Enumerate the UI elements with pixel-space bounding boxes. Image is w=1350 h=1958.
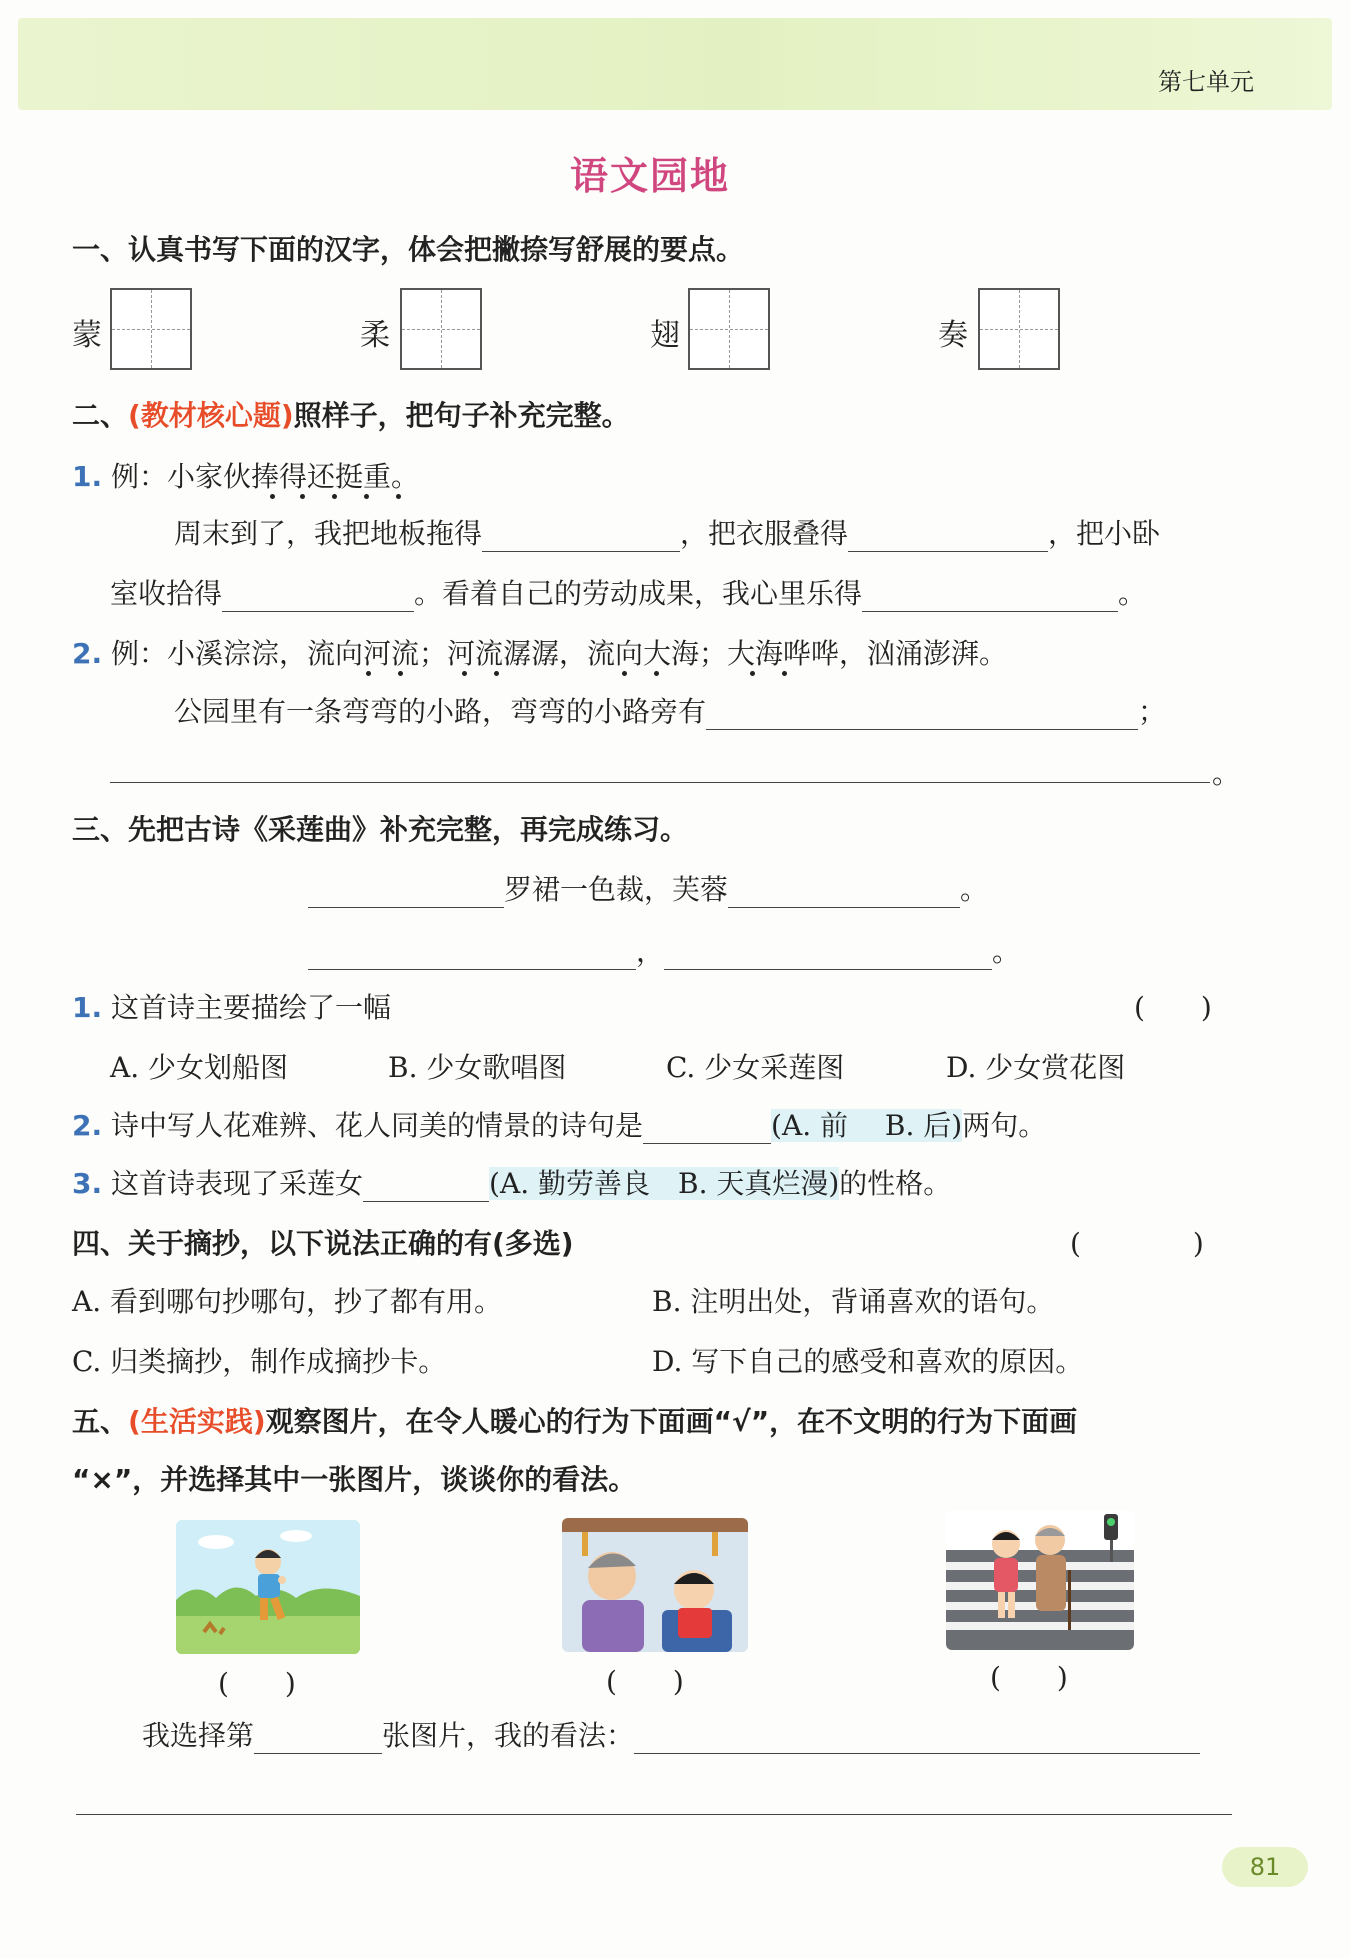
opinion-blank-2[interactable] [76,1814,1232,1815]
section-2-tag: (教材核心题) [128,399,294,432]
section-4-answer-paren[interactable]: ( ) [1070,1227,1204,1260]
q2-1-text-f: 。 [1118,577,1147,610]
emphasis-dot [366,671,371,676]
char-3: 翅 [650,318,680,353]
picture-1-answer-paren[interactable]: ( ) [218,1667,296,1700]
poem-blank-1[interactable] [308,877,504,908]
emphasis-dot [332,494,337,499]
section-5-tag: (生活实践) [128,1405,266,1438]
q3-2-number: 2. [72,1109,103,1142]
poem-comma: ， [636,935,665,968]
q2-2-period: 。 [1212,757,1241,790]
q3-3-options: (A. 勤劳善良 B. 天真烂漫) [489,1167,840,1200]
q2-2-semicolon: ； [1138,695,1167,728]
writing-grid-3[interactable] [688,288,770,370]
choose-text-b: 张图片，我的看法： [382,1719,635,1752]
q2-1-text-d: 室收拾得 [110,577,223,610]
s4-option-d: D. 写下自己的感受和喜欢的原因。 [652,1345,1084,1378]
char-1: 蒙 [72,318,102,353]
q2-1-blank-3[interactable] [222,581,414,612]
q3-2-blank[interactable] [643,1113,771,1144]
q3-3-blank[interactable] [363,1171,489,1202]
q2-2-blank-2[interactable] [110,782,1210,783]
emphasis-dot [622,671,627,676]
q3-3-line [72,1162,951,1202]
q2-2-line1 [174,690,1166,730]
s4-option-b: B. 注明出处，背诵喜欢的语句。 [652,1285,1055,1318]
picture-3-crosswalk [946,1510,1134,1650]
q3-2-line [72,1104,1046,1144]
picture-3-answer-paren[interactable]: ( ) [990,1661,1068,1694]
poem-period-2: 。 [992,935,1021,968]
q3-1-option-c: C. 少女采莲图 [666,1051,845,1084]
section-3-heading: 三、先把古诗《采莲曲》补充完整，再完成练习。 [72,813,689,846]
q2-1-blank-2[interactable] [848,521,1048,552]
emphasis-dot [364,494,369,499]
char-2: 柔 [360,318,390,353]
q2-1-line2 [110,572,1146,612]
opinion-blank-1[interactable] [634,1723,1200,1754]
section-5-prefix: 五、 [72,1405,129,1438]
emphasis-dot [398,671,403,676]
picture-2-bus-seat [562,1518,748,1652]
q3-1-line [72,986,391,1026]
q2-2-blank-1[interactable] [706,699,1138,730]
section-2-prefix: 二、 [72,399,129,432]
emphasis-dot [782,671,787,676]
section-5-text-1: 观察图片，在令人暖心的行为下面画“√”，在不文明的行为下面画 [265,1405,1078,1438]
q3-1-text: 这首诗主要描绘了一幅 [111,991,392,1024]
q3-1-number: 1. [72,991,103,1024]
q2-2-text: 公园里有一条弯弯的小路，弯弯的小路旁有 [174,695,707,728]
q2-1-example: 例：小家伙捧得还挺重。 [111,460,420,493]
section-2-text: 照样子，把句子补充完整。 [293,399,630,432]
q2-2-example: 例：小溪淙淙，流向河流；河流潺潺，流向大海；大海哗哗，汹涌澎湃。 [111,637,1008,670]
q3-3-text-a: 这首诗表现了采莲女 [111,1167,364,1200]
poem-line-2 [308,930,1020,970]
q3-2-text-a: 诗中写人花难辨、花人同美的情景的诗句是 [111,1109,644,1142]
emphasis-dot [396,494,401,499]
section-5-heading-2: “×”，并选择其中一张图片，谈谈你的看法。 [72,1463,637,1496]
s4-option-c: C. 归类摘抄，制作成摘抄卡。 [72,1345,447,1378]
writing-grid-2[interactable] [400,288,482,370]
section-5-heading-1 [72,1400,1077,1440]
q3-1-option-a: A. 少女划船图 [110,1051,289,1084]
picture-2-answer-paren[interactable]: ( ) [606,1665,684,1698]
section-1-heading: 一、认真书写下面的汉字，体会把撇捺写舒展的要点。 [72,233,745,266]
poem-blank-4[interactable] [664,939,992,970]
emphasis-dot [654,671,659,676]
s4-option-a: A. 看到哪句抄哪句，抄了都有用。 [72,1285,503,1318]
choose-text-a: 我选择第 [142,1719,255,1752]
q2-1-blank-1[interactable] [482,521,680,552]
q2-1-text-a: 周末到了，我把地板拖得 [174,517,483,550]
q3-1-option-d: D. 少女赏花图 [946,1051,1126,1084]
q2-1-blank-4[interactable] [862,581,1118,612]
poem-blank-2[interactable] [728,877,960,908]
writing-grid-1[interactable] [110,288,192,370]
poem-text: 罗裙一色裁，芙蓉 [504,873,729,906]
char-4: 奏 [938,318,968,353]
q3-1-answer-paren[interactable]: ( ) [1134,991,1212,1024]
q2-1-text-c: ，把小卧 [1048,517,1161,550]
unit-label: 第七单元 [1158,68,1254,96]
emphasis-dot [750,671,755,676]
q3-3-text-b: 的性格。 [839,1167,952,1200]
section-2-heading [72,394,630,434]
poem-blank-3[interactable] [308,939,636,970]
q2-1-text-b: ，把衣服叠得 [680,517,849,550]
choose-picture-blank[interactable] [254,1723,382,1754]
poem-period-1: 。 [960,873,989,906]
writing-grid-4[interactable] [978,288,1060,370]
q2-2-example-line [72,632,1007,672]
q2-1-number: 1. [72,460,103,493]
choose-line [142,1714,1200,1754]
picture-1-boy-in-park [176,1520,360,1654]
q2-1-text-e: 。看着自己的劳动成果，我心里乐得 [414,577,863,610]
q3-3-number: 3. [72,1167,103,1200]
header-band [18,18,1332,110]
section-4-heading: 四、关于摘抄，以下说法正确的有(多选) [72,1227,574,1260]
page-title: 语文园地 [569,154,730,198]
emphasis-dot [494,671,499,676]
poem-line-1 [308,868,988,908]
emphasis-dot [462,671,467,676]
emphasis-dot [270,494,275,499]
q3-1-option-b: B. 少女歌唱图 [388,1051,567,1084]
q3-2-options: (A. 前 B. 后) [771,1109,963,1142]
page-number: 81 [1222,1847,1308,1887]
q3-2-text-b: 两句。 [962,1109,1047,1142]
q2-2-number: 2. [72,637,103,670]
q2-1-example-line [72,455,419,495]
emphasis-dot [300,494,305,499]
q2-1-line1 [174,512,1160,552]
